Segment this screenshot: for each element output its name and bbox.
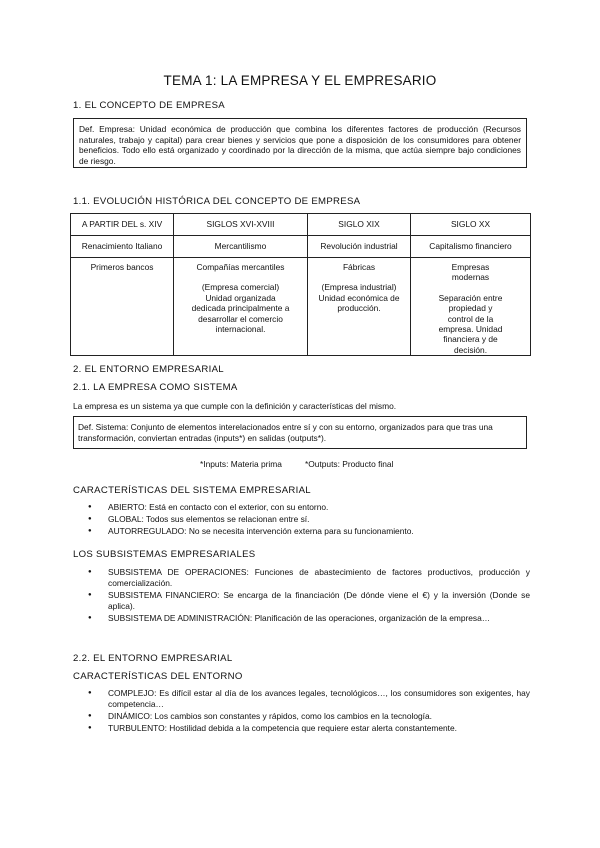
table-row bbox=[71, 258, 531, 356]
table-header-cell: A PARTIR DEL s. XIV bbox=[71, 214, 174, 236]
cell-main: Compañías mercantiles bbox=[196, 262, 285, 272]
table-header-cell: SIGLO XX bbox=[411, 214, 531, 236]
table-header-cell: SIGLOS XVI-XVIII bbox=[174, 214, 308, 236]
sistema-definition-box: Def. Sistema: Conjunto de elementos interelacionados entre sí y con su entorno, organizados para que tras una transformación, conviertan entradas (inputs*) en salidas (outputs*). bbox=[73, 416, 527, 449]
table-row bbox=[71, 236, 531, 258]
list-item: ● TURBULENTO: Hostilidad debida a la competencia que requiere estar alerta constantemente. bbox=[88, 723, 530, 734]
table-cell bbox=[71, 258, 174, 356]
list-item: ● ABIERTO: Está en contacto con el exterior, con su entorno. bbox=[88, 502, 530, 513]
section-2-2-heading: 2.2. EL ENTORNO EMPRESARIAL bbox=[73, 653, 233, 664]
table-header-row bbox=[71, 214, 531, 236]
cell-sub: (Empresa industrial) Unidad económica de producción. bbox=[318, 282, 400, 314]
section-2-heading: 2. EL ENTORNO EMPRESARIAL bbox=[73, 364, 224, 375]
system-intro: La empresa es un sistema ya que cumple con la definición y características del mismo. bbox=[73, 401, 397, 411]
history-table bbox=[70, 213, 531, 356]
section-1-1-heading: 1.1. EVOLUCIÓN HISTÓRICA DEL CONCEPTO DE EMPRESA bbox=[73, 196, 361, 207]
table-cell: Revolución industrial bbox=[308, 236, 411, 258]
cell-main: Primeros bancos bbox=[90, 262, 154, 272]
table-cell bbox=[174, 258, 308, 356]
page-title: TEMA 1: LA EMPRESA Y EL EMPRESARIO bbox=[163, 73, 437, 88]
empresa-definition-box: Def. Empresa: Unidad económica de producción que combina los diferentes factores de producción (Recursos naturales, trabajo y capital) para crear bienes y servicios que pone a disposición de los consumidores para obtener beneficios. Todo ello está organizado y coordinado por la dirección de la misma, que actúa siempre bajo condiciones de riesgo. bbox=[73, 118, 527, 168]
cell-sub: (Empresa comercial) Unidad organizada dedicada principalmente a desarrollar el comercio internacional. bbox=[191, 282, 290, 335]
list-item: ● DINÁMICO: Los cambios son constantes y rápidos, como los cambios en la tecnología. bbox=[88, 711, 530, 722]
list-item: ● GLOBAL: Todos sus elementos se relacionan entre sí. bbox=[88, 514, 530, 525]
environment-characteristics-heading: CARACTERÍSTICAS DEL ENTORNO bbox=[73, 671, 243, 682]
table-cell: Mercantilismo bbox=[174, 236, 308, 258]
list-item: ● COMPLEJO: Es difícil estar al día de los avances legales, tecnológicos…, los consumidores son exigentes, hay competencia… bbox=[88, 688, 530, 710]
cell-main: Fábricas bbox=[342, 262, 376, 272]
table-cell: Capitalismo financiero bbox=[411, 236, 531, 258]
cell-main: Empresas modernas bbox=[451, 262, 490, 283]
characteristics-list bbox=[88, 502, 530, 538]
note-outputs: *Outputs: Producto final bbox=[305, 459, 394, 469]
subsystems-heading: LOS SUBSISTEMAS EMPRESARIALES bbox=[73, 549, 256, 560]
section-2-1-heading: 2.1. LA EMPRESA COMO SISTEMA bbox=[73, 382, 238, 393]
list-item: ● AUTORREGULADO: No se necesita intervención externa para su funcionamiento. bbox=[88, 526, 530, 537]
table-cell: Renacimiento Italiano bbox=[71, 236, 174, 258]
note-inputs: *Inputs: Materia prima bbox=[200, 459, 282, 469]
table-header-cell: SIGLO XIX bbox=[308, 214, 411, 236]
list-item: ● SUBSISTEMA DE OPERACIONES: Funciones de abastecimiento de factores productivos, producción y comercialización. bbox=[88, 567, 530, 589]
section-1-heading: 1. EL CONCEPTO DE EMPRESA bbox=[73, 100, 225, 111]
table-cell bbox=[411, 258, 531, 356]
environment-list bbox=[88, 688, 530, 735]
characteristics-heading: CARACTERÍSTICAS DEL SISTEMA EMPRESARIAL bbox=[73, 485, 311, 496]
cell-sub: Separación entre propiedad y control de la empresa. Unidad financiera y de decisión. bbox=[438, 292, 503, 355]
list-item: ● SUBSISTEMA FINANCIERO: Se encarga de la financiación (De dónde viene el €) y la inversión (Donde se aplica). bbox=[88, 590, 530, 612]
list-item: ● SUBSISTEMA DE ADMINISTRACIÓN: Planificación de las operaciones, organización de la empresa… bbox=[88, 613, 530, 624]
table-cell bbox=[308, 258, 411, 356]
subsystems-list bbox=[88, 567, 530, 625]
